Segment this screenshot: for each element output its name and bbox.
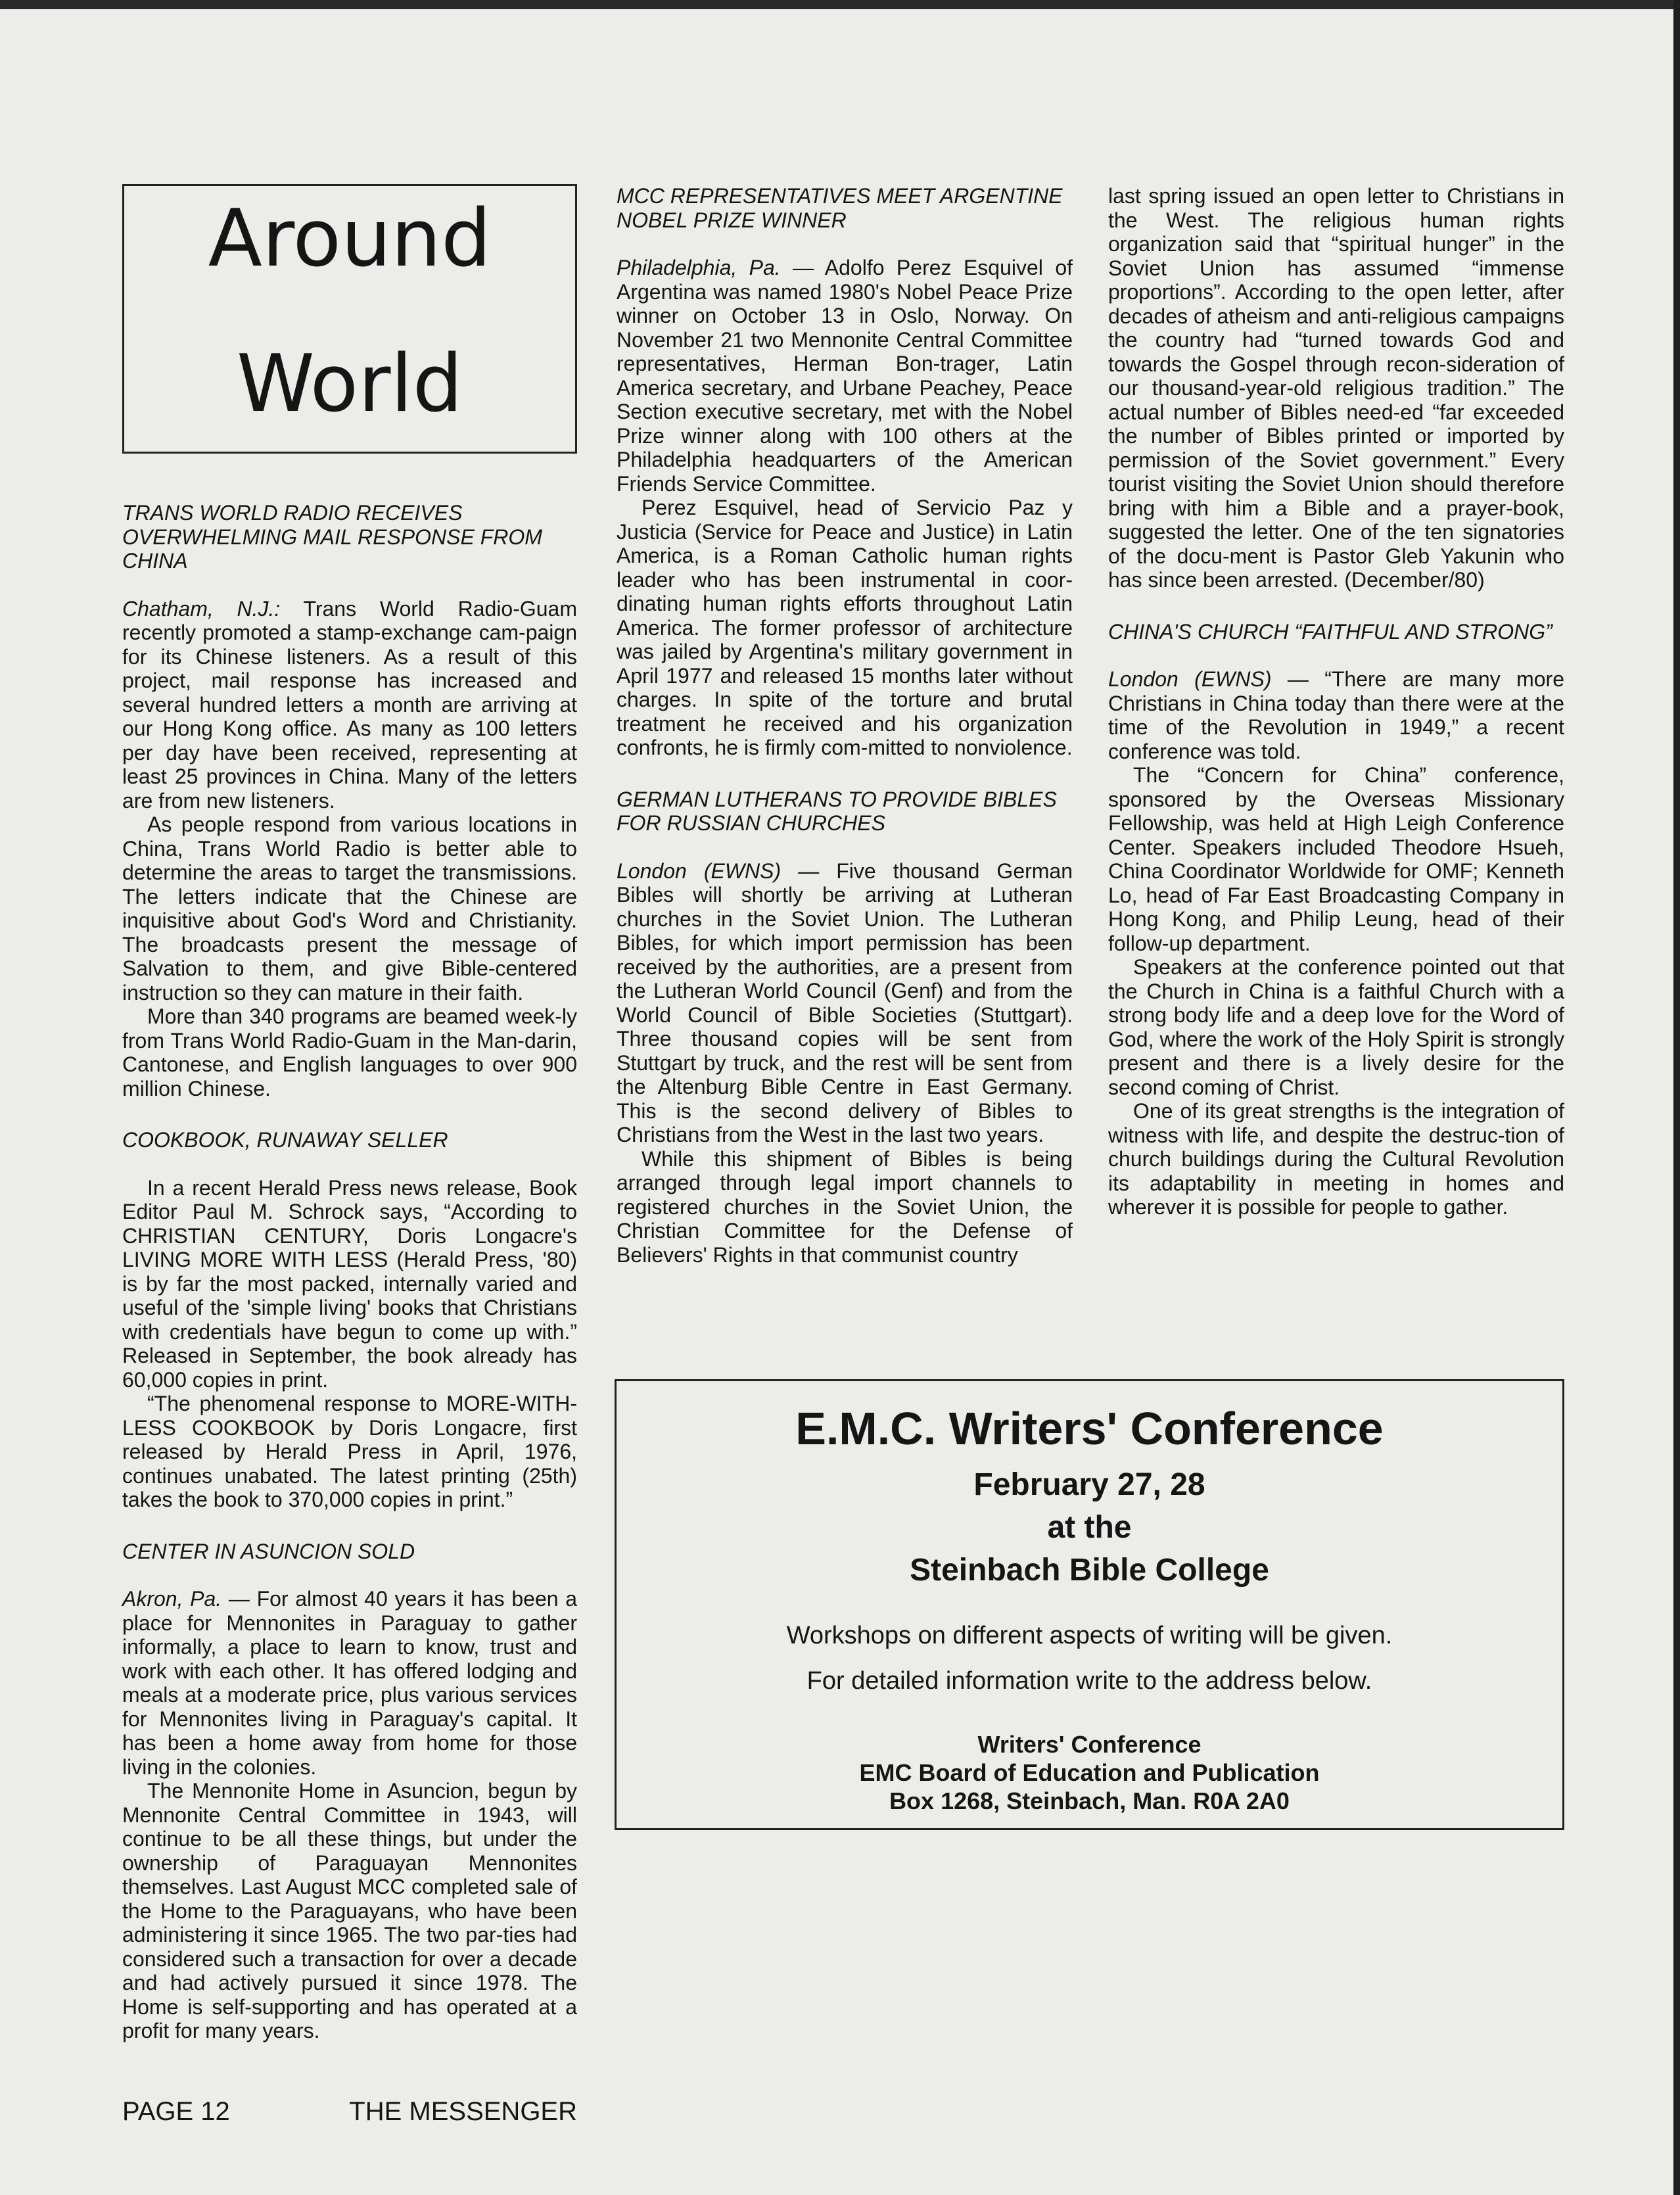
column-1: [122, 184, 577, 2043]
ad-title: E.M.C. Writers' Conference: [795, 1403, 1384, 1454]
headline-asuncion: CENTER IN ASUNCION SOLD: [122, 1539, 415, 1563]
dateline: Akron, Pa.: [122, 1587, 222, 1611]
article-paragraph: While this shipment of Bibles is being arranged through legal import channels to registered churches in the Soviet Union, the Christian Committee for the Defense of Believers' Rights in that communist country: [617, 1146, 1073, 1267]
article-paragraph: More than 340 programs are beamed week-ly from Trans World Radio-Guam in the Man-darin, Cantonese, and English languages to over 900 million Chinese.: [122, 1004, 577, 1100]
headline-cookbook: COOKBOOK, RUNAWAY SELLER: [122, 1128, 448, 1152]
ad-info: For detailed information write to the address below.: [806, 1667, 1372, 1695]
masthead-world: World: [237, 339, 463, 430]
article-paragraph: The “Concern for China” conference, sponsored by the Overseas Missionary Fellowship, was held at High Leigh Conference Center. Speakers included Theodore Hsueh, China Coordinator Worldwide for OMF; Kenneth Lo, head of Far East Broadcasting Company in Hong Kong, and Philip Leung, head of their follow-up department.: [1108, 763, 1564, 955]
ad-address-line: Box 1268, Steinbach, Man. R0A 2A0: [889, 1787, 1290, 1814]
masthead-gap: [124, 281, 575, 343]
ad-date: February 27, 28: [973, 1467, 1205, 1502]
headline-german-lutherans: GERMAN LUTHERANS TO PROVIDE BIBLES FOR RUSSIAN CHURCHES: [617, 787, 1057, 835]
article-paragraph: Philadelphia, Pa. — Adolfo Perez Esquivel of Argentina was named 1980's Nobel Peace Prize winner on October 13 in Oslo, Norway. On November 21 two Mennonite Central Committee representatives, Herman Bon-trager, Latin America secretary, and Urbane Peachey, Peace Section executive secretary, met with the Nobel Prize winner along with 100 others at the Philadelphia headquarters of the American Friends Service Committee.: [617, 256, 1073, 496]
ad-venue: Steinbach Bible College: [910, 1552, 1269, 1588]
ad-description: Workshops on different aspects of writing will be given.: [786, 1622, 1393, 1650]
ad-address: [617, 1730, 1562, 1816]
dateline: London (EWNS): [617, 859, 782, 883]
article-paragraph: One of its great strengths is the integration of witness with life, and despite the destruc-tion of church buildings during the Cultural Revolution its adaptability in meeting in homes and wherever it is possible for people to gather.: [1108, 1099, 1564, 1219]
dateline: Chatham, N.J.:: [122, 596, 281, 621]
dateline: London (EWNS): [1108, 667, 1272, 691]
dateline: Philadelphia, Pa.: [617, 256, 781, 279]
writers-conference-ad: [615, 1379, 1564, 1830]
page-top-edge: [0, 0, 1680, 9]
article-paragraph: The Mennonite Home in Asuncion, begun by Mennonite Central Committee in 1943, will continue to be all these things, but under the ownership of Paraguayan Mennonites themselves. Last August MCC completed sale of the Home to the Paraguayans, who have been administering it since 1965. The two par-ties had considered such a transaction for over a decade and had actively pursued it since 1978. The Home is self-supporting and has operated at a profit for many years.: [122, 1779, 577, 2042]
masthead-box: [122, 184, 577, 454]
article-paragraph-continued: last spring issued an open letter to Christians in the West. The religious human rights organization said that “spiritual hunger” in the Soviet Union has assumed “immense proportions”. According to the open letter, after decades of atheism and anti-religious campaigns the country had “turned towards God and towards the Gospel through recon-sideration of our thousand-year-old religious tradition.” The actual number of Bibles need-ed “far exceeded the number of Bibles printed or imported by permission of the Soviet government.” Every tourist visiting the Soviet Union should therefore bring with him a Bible and a prayer-book, suggested the letter. One of the ten signatories of the docu-ment is Pastor Gleb Yakunin who has since been arrested. (December/80): [1108, 184, 1564, 592]
column-2: [617, 184, 1073, 1267]
publication-name: THE MESSENGER: [349, 2097, 577, 2126]
article-paragraph: Perez Esquivel, head of Servicio Paz y Justicia (Service for Peace and Justice) in Latin America, is a Roman Catholic human rights leader who has been instrumental in coor-dinating human rights efforts throughout Latin America. The former professor of architecture was jailed by Argentina's military government in April 1977 and released 15 months later without charges. In spite of the torture and brutal treatment he received and his organization confronts, he is firmly com-mitted to nonviolence.: [617, 496, 1073, 759]
article-paragraph: Chatham, N.J.: Trans World Radio-Guam recently promoted a stamp-exchange cam-paign for its Chinese listeners. As a result of this project, mail response has increased and several hundred letters a month are arriving at our Hong Kong office. As many as 100 letters per day have been received, representing at least 25 provinces in China. Many of the letters are from new listeners.: [122, 596, 577, 813]
ad-address-line: Writers' Conference: [977, 1730, 1202, 1758]
ad-address-line: EMC Board of Education and Publication: [859, 1758, 1320, 1786]
headline-china-church: CHINA'S CHURCH “FAITHFUL AND STRONG”: [1108, 619, 1552, 644]
article-paragraph: “The phenomenal response to MORE-WITH-LESS COOKBOOK by Doris Longacre, first released by Herald Press in April, 1976, continues unabated. The latest printing (25th) takes the book to 370,000 copies in print.”: [122, 1392, 577, 1511]
column-3: [1108, 184, 1564, 1219]
article-paragraph: As people respond from various locations in China, Trans World Radio is better able to determine the areas to target the transmissions. The letters indicate that the Chinese are inquisitive about God's Word and Christianity. The broadcasts present the message of Salvation to them, and give Bible-centered instruction so they can mature in their faith.: [122, 813, 577, 1004]
article-paragraph: London (EWNS) — Five thousand German Bibles will shortly be arriving at Lutheran churches in the Soviet Union. The Lutheran Bibles, for which import permission has been received by the authorities, are a present from the Lutheran World Council (Genf) and from the World Council of Bible Societies (Stuttgart). Three thousand copies will be sent from Stuttgart by truck, and the rest will be sent from the Altenburg Bible Centre in East Germany. This is the second delivery of Bibles to Christians from the West in the last two years.: [617, 859, 1073, 1146]
headline-trans-world-radio: TRANS WORLD RADIO RECEIVES OVERWHELMING MAIL RESPONSE FROM CHINA: [122, 501, 542, 573]
page-number: PAGE 12: [122, 2097, 230, 2126]
article-paragraph: London (EWNS) — “There are many more Christians in China today than there were at the time of the Revolution in 1949,” a recent conference was told.: [1108, 667, 1564, 763]
article-paragraph: Akron, Pa. — For almost 40 years it has been a place for Mennonites in Paraguay to gather informally, a place to learn to know, trust and work with each other. It has offered lodging and meals at a moderate price, plus various services for Mennonites living in Paraguay's capital. It has been a home away from home for those living in the colonies.: [122, 1587, 578, 1779]
masthead-around: Around: [208, 193, 492, 285]
ad-at: at the: [1047, 1509, 1132, 1545]
article-paragraph: In a recent Herald Press news release, Book Editor Paul M. Schrock says, “According to CHRISTIAN CENTURY, Doris Longacre's LIVING MORE WITH LESS (Herald Press, '80) is by far the most packed, internally varied and useful of the 'simple living' books that Christians with credentials have begun to come up with.” Released in September, the book already has 60,000 copies in print.: [122, 1175, 577, 1392]
page-right-edge: [1673, 0, 1680, 2195]
headline-mcc-nobel: MCC REPRESENTATIVES MEET ARGENTINE NOBEL PRIZE WINNER: [617, 184, 1063, 232]
article-paragraph: Speakers at the conference pointed out that the Church in China is a faithful Church with a strong body life and a deep love for the Word of God, where the work of the Holy Spirit is strongly present and there is a lively desire for the second coming of Christ.: [1108, 955, 1564, 1099]
page-footer: [122, 2097, 577, 2127]
